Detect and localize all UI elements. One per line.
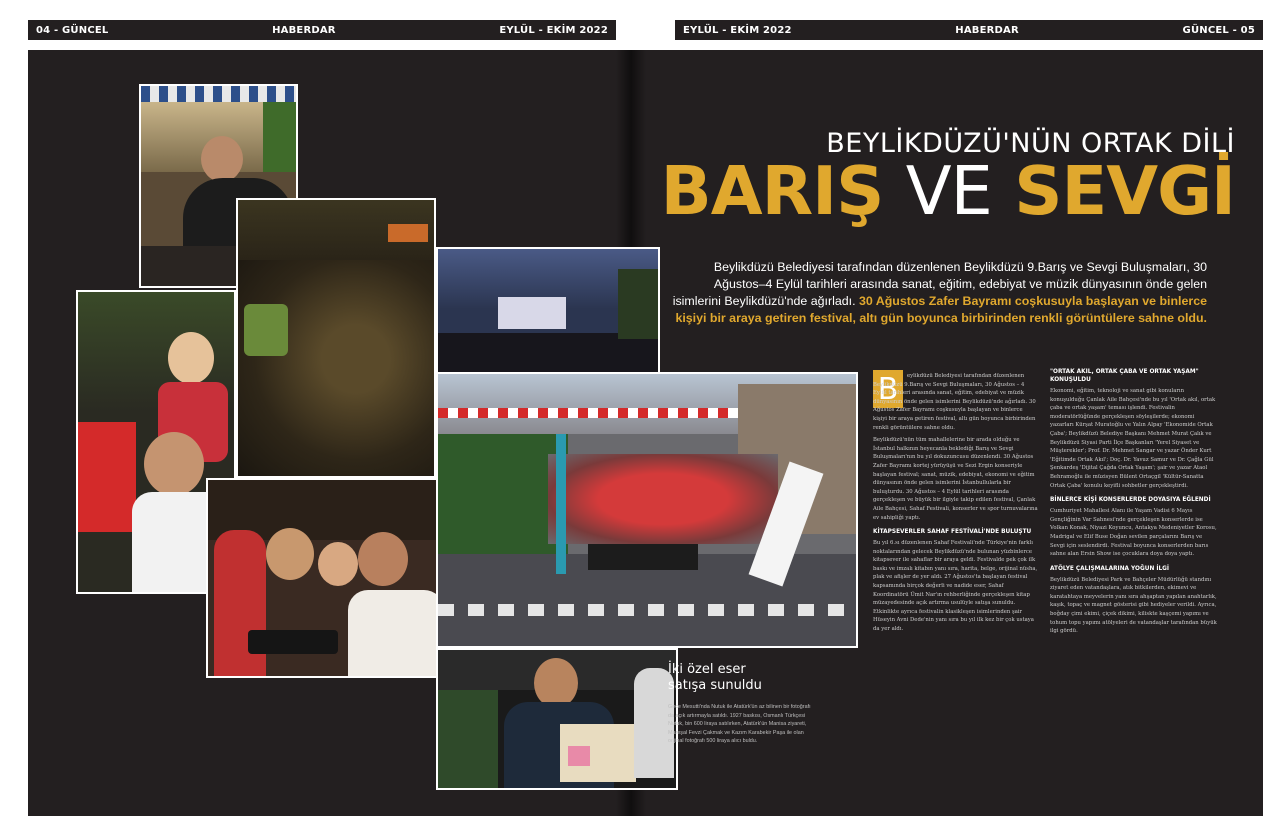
subheading: BİNLERCE KİŞİ KONSERLERDE DOYASIYA EĞLENDİ [1050, 497, 1211, 504]
kicker-title: BEYLİKDÜZÜ'NÜN ORTAK DİLİ [826, 128, 1235, 159]
photo-man-book [436, 648, 678, 790]
headline-word-ve: VE [905, 152, 992, 230]
caption-title-line: İki özel eser [668, 662, 746, 677]
running-head-right [675, 20, 1263, 40]
photo-night-crowd [236, 198, 436, 478]
subheading: ATÖLYE ÇALIŞMALARINA YOĞUN İLGİ [1050, 565, 1170, 572]
caption-title-line: satışa sunuldu [668, 678, 762, 693]
body-paragraph: eylikdüzü Belediyesi tarafından düzenlenen Beylikdüzü 9.Barış ve Sevgi Buluşmaları, 30 Ağustos – 4 Eylül tarihleri arasında sanat, eğitim, edebiyat ve müzik dünyasının önde gelen isimlerini Beylikdüzü'nde ağırladı. 30 Ağustos Zafer Bayramı coşkusuyla başlayan ve binlerce kişiyi bir araya getiren festival, altı gün boyunca birbirinden renkli görüntülere sahne oldu. [873, 373, 1036, 431]
body-paragraph: Beylikdüzü Belediyesi Park ve Bahçeler Müdürlüğü standını ziyaret eden vatandaşlara, atık bitkilerden, ekimevi ve karatahtaya meyvelerin yanı sıra ahşaptan yapılan anahtarlık, kaşık, topaç ve magnet gösterisi gibi hediyeler verildi. Ayrıca, boğday çimi ekimi, çiçek dikimi, kiliskte kaşçemi yapımı ve tohum topu yapımı atölyeleri de vatandaşlar tarafından büyük ilgi gördü. [1050, 576, 1217, 635]
caption-title [668, 662, 762, 694]
photo-family-selfie [206, 478, 442, 678]
issue-date-left: EYLÜL - EKİM 2022 [499, 24, 608, 36]
photo-parade-street [436, 372, 858, 648]
headline-word-sevgi: SEVGİ [1014, 152, 1235, 230]
headline-word-baris: BARIŞ [660, 152, 884, 230]
body-paragraph: Beylikdüzü'nün tüm mahallelerine bir arada olduğu ve İstanbul halkının heyecanla beklediği Barış ve Sevgi Buluşmaları'nın bu yıl dokuzuncusu düzenlendi. 30 Ağustos Zafer Bayramı kortej yürüyüşü ve Sezi Ergin konseriyle başlayan festival; sanat, müzik, edebiyat, ekonomi ve eğitim dünyasının önde gelen isimlerini İstanbullularla bir buluşturdu. 30 Ağustos – 4 Eylül tarihleri arasında gerçekleşen ve büyük bir ilgiyle takip edilen festival, Çanlak Aile Bahçesi, Sahaf Festivali, konserler ve spor turnuvalarına ev sahipliği yaptı. [873, 437, 1038, 521]
main-headline [660, 152, 1235, 230]
page-number-right: GÜNCEL - 05 [1182, 24, 1255, 36]
drop-cap: B [873, 370, 903, 408]
caption-body: Gece Mesutti'nda Nutuk ile Atatürk'ün az bilinen bir fotoğrafı da açık artırmayla satıldı. 1927 baskısı, Osmanlı Türkçesi Nutuk, bin 600 liraya satılırken, Atatürk'ün Manisa ziyareti, Mareşal Fevzi Çakmak ve Kazım Karabekir Paşa ile olan orijinal fotoğrafı 500 liraya alıcı buldu. [668, 704, 811, 744]
running-head-left [28, 20, 616, 40]
body-column-1 [873, 372, 1038, 638]
body-column-2 [1050, 368, 1218, 640]
body-paragraph: Ekonomi, eğitim, teknoloji ve sanat gibi konuların konuşulduğu Çanlak Aile Bahçesi'nde bu yıl 'Ortak akıl, ortak çaba ve ortak yaşam' teması işlendi. Festivalin moderatörlüğünde gerçekleşen söyleşilerde; ekonomi yazarları Kürşat Muratoğlu ve Yalın Alpay 'Ekonomide Ortak Çaba'; Beylikdüzü Belediye Başkanı Mehmet Murat Çalık ve Beylikdüzü Siyasi Parti İlçe Başkanları 'Yerel Siyaset ve Müşterekler'; Prof. Dr. Mehmet Sangar ve yazar Önder Kurt 'Eğitimde Ortak Akıl'; Doç. Dr. Yavuz Samur ve Dr. Çağla Gül Şenkardeş 'Dijital Çağda Ortak Yaşam'; şair ve yazar Ataol Behramoğlu ile müzisyen Bülent Ortaçgil 'Kültür-Sanatta Ortak Çaba' konulu keyifli sohbetler gerçekleştirdi. [1050, 388, 1216, 489]
publication-name-left: HABERDAR [272, 24, 336, 36]
article-deck [672, 259, 1207, 327]
issue-date-right: EYLÜL - EKİM 2022 [683, 24, 792, 36]
subheading: KİTAPSEVERLER SAHAF FESTİVALİ'NDE BULUŞTU [873, 529, 1032, 536]
body-paragraph: Bu yıl 6.sı düzenlenen Sahaf Festivali'nde Türkiye'nin farklı noktalarından gelecek Beylikdüzü'nde bulunan yüzbinlerce kitapsever ile sahaflar bir araya geldi. Festivalde pek çok ilk baskı ve imzalı kitabın yanı sıra, harita, belge, orijinal nüsha, plak ve afişler de yer aldı. 27 Ağustos'ta başlayan festival kapsamında birçok değerli ve nadide eser, Sahaf Koordinatörü Ümit Nar'ın rehberliğinde gerçekleşen kitap müzayedesinde açık artırma usulüyle satışa sunuldu. Etkinlikte ayrıca festivalin klasikleşen isimlerinden şair Hüseyin Avni Dede'nin yanı sıra bu yıl ilk kez bir çok ustaya da yer aldı. [873, 540, 1038, 633]
photo-evening-stage [436, 247, 660, 387]
subheading: "ORTAK AKIL, ORTAK ÇABA VE ORTAK YAŞAM" KONUŞULDU [1050, 369, 1199, 383]
body-paragraph: Cumhuriyet Mahallesi Alanı ile Yaşam Vadisi 6 Mayıs Gençliğinin Var Sahnesi'nde gerçekleşen konserlerde ise Volkan Konak, Niyazi Koyuncu, Antakya Medeniyetler Korosu, Madrigal ve Elif Buse Doğan sevilen parçalarını Barış ve Sevgi için seslendirdi. Festival boyunca konserlerden barıs sahne alan Ersin Show ise çocuklara doya doya yaptı. [1050, 508, 1217, 558]
deck-white-text: Beylikdüzü Belediyesi tarafından düzenlenen Beylikdüzü 9.Barış ve Sevgi Buluşmaları, 30 Ağustos–4 Eylül tarihleri arasında sanat, eğitim, edebiyat ve müzik dünyasının önde gelen isimlerini Beylikdüzü'nde ağırladı. [672, 260, 1207, 308]
deck-highlight-text: 30 Ağustos Zafer Bayramı coşkusuyla başlayan ve binlerce kişiyi bir araya getiren festival, altı gün boyunca birbirinden renkli görüntülere sahne oldu. [675, 294, 1207, 325]
magazine-spread [28, 50, 1263, 816]
page-number-left: 04 - GÜNCEL [36, 24, 109, 36]
publication-name-right: HABERDAR [955, 24, 1019, 36]
